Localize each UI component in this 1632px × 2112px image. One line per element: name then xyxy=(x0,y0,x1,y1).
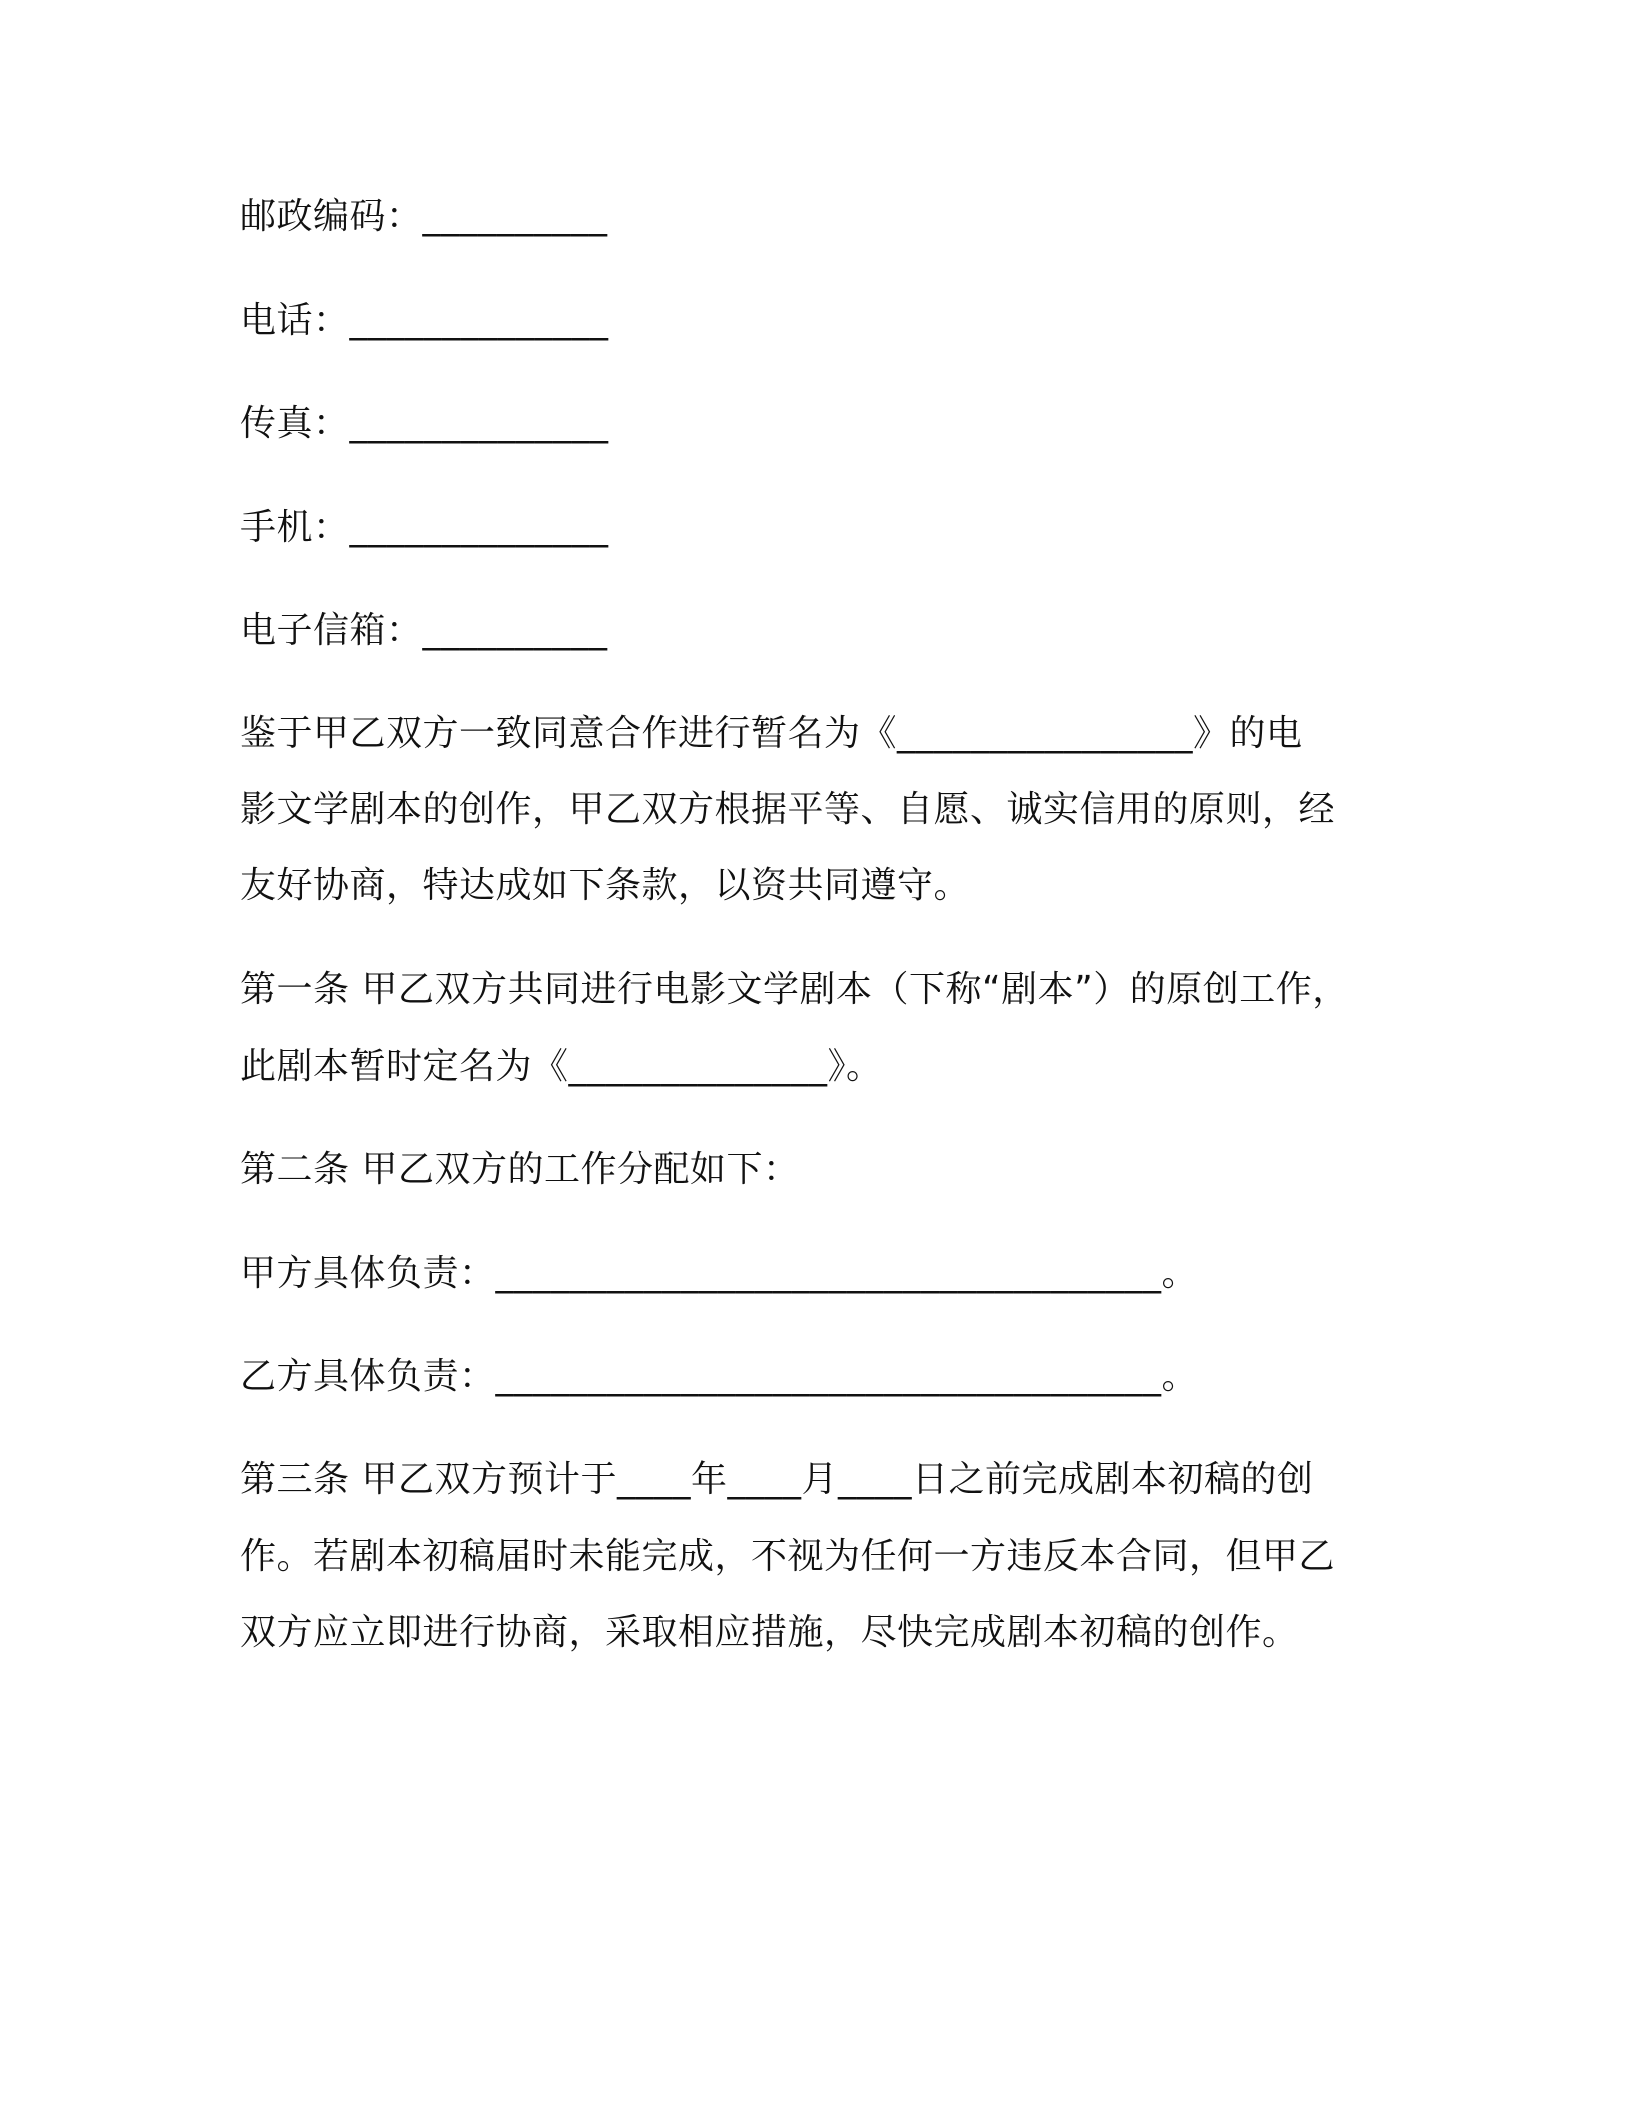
article3-line-3: 双方应立即进行协商，采取相应措施，尽快完成剧本初稿的创作。 xyxy=(240,1612,1299,1653)
preamble-line-2: 影文学剧本的创作，甲乙双方根据平等、自愿、诚实信用的原则，经 xyxy=(240,789,1336,830)
party-b-duty: 乙方具体负责：____________________________________。 xyxy=(240,1356,1199,1397)
phone-field: 电话：______________ xyxy=(240,300,609,341)
fax-field: 传真：______________ xyxy=(240,403,609,444)
preamble-line-1: 鉴于甲乙双方一致同意合作进行暂名为《________________》的电 xyxy=(240,713,1303,754)
article1-line-2: 此剧本暂时定名为《______________》。 xyxy=(240,1046,883,1087)
party-a-duty: 甲方具体负责：____________________________________。 xyxy=(240,1253,1199,1294)
email-field: 电子信箱：__________ xyxy=(240,610,608,651)
article3-line-2: 作。若剧本初稿届时未能完成，不视为任何一方违反本合同，但甲乙 xyxy=(240,1536,1336,1577)
mobile-field: 手机：______________ xyxy=(240,507,609,548)
article1-line-1: 第一条 甲乙双方共同进行电影文学剧本（下称“剧本”）的原创工作， xyxy=(240,969,1349,1010)
article2-title: 第二条 甲乙双方的工作分配如下： xyxy=(240,1149,800,1190)
postal-code-field: 邮政编码：__________ xyxy=(240,196,608,237)
preamble-line-3: 友好协商，特达成如下条款，以资共同遵守。 xyxy=(240,865,971,906)
article3-line-1: 第三条 甲乙双方预计于____年____月____日之前完成剧本初稿的创 xyxy=(240,1459,1314,1500)
